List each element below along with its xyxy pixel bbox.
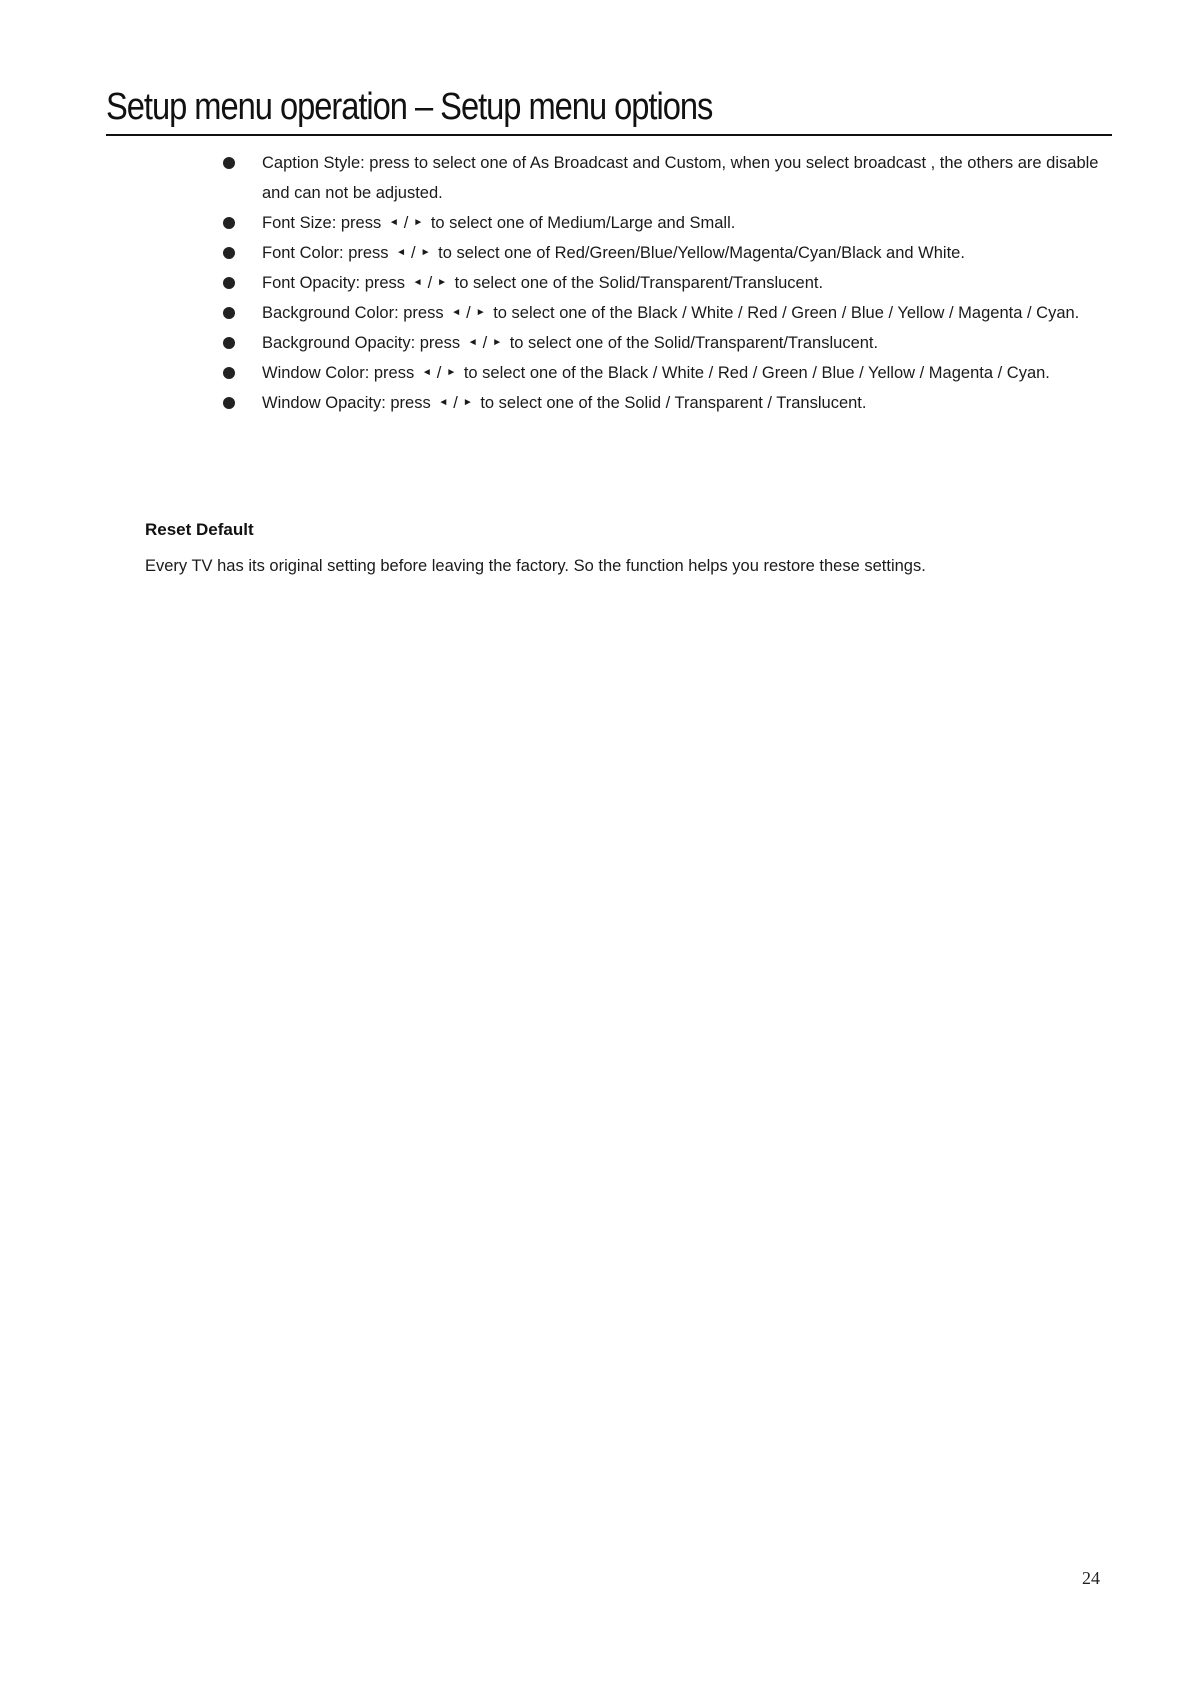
- slash-separator: /: [427, 274, 433, 292]
- left-arrow-icon: ◄: [388, 217, 399, 228]
- list-item-caption-style: [218, 148, 1118, 208]
- list-item-suffix: to select one of the Solid/Transparent/Translucent.: [509, 334, 879, 352]
- page-number: 24: [1082, 1568, 1100, 1588]
- page-title: Setup menu operation – Setup menu options: [106, 86, 713, 128]
- left-arrow-icon: ◄: [412, 277, 423, 288]
- right-arrow-icon: ►: [437, 277, 448, 288]
- list-item-prefix: Window Color: press: [262, 364, 415, 382]
- slash-separator: /: [436, 364, 442, 382]
- list-item-font-size: [218, 208, 1118, 238]
- list-item-prefix: Font Opacity: press: [262, 274, 406, 292]
- list-item-suffix: to select one of the Black / White / Red / Green / Blue / Yellow / Magenta / Cyan.: [463, 364, 1050, 382]
- caption-options-list: [218, 148, 1118, 418]
- list-item-prefix: Font Size: press: [262, 214, 382, 232]
- left-arrow-icon: ◄: [467, 337, 478, 348]
- bullet-dot-icon: [223, 337, 235, 349]
- reset-default-body: Every TV has its original setting before leaving the factory. So the function helps you restore these settings.: [145, 557, 926, 575]
- right-arrow-icon: ►: [420, 247, 431, 258]
- slash-separator: /: [411, 244, 416, 262]
- list-item-suffix: to select one of Red/Green/Blue/Yellow/Magenta/Cyan/Black and White.: [438, 244, 965, 262]
- slash-separator: /: [482, 334, 488, 352]
- left-arrow-icon: ◄: [438, 397, 449, 408]
- right-arrow-icon: ►: [492, 337, 503, 348]
- bullet-dot-icon: [223, 397, 235, 409]
- slash-separator: /: [403, 214, 409, 232]
- right-arrow-icon: ►: [462, 397, 473, 408]
- reset-default-heading: Reset Default: [145, 520, 254, 539]
- slash-separator: /: [466, 304, 471, 322]
- list-item-suffix: to select one of the Solid/Transparent/Translucent.: [454, 274, 824, 292]
- list-item-prefix: Font Color: press: [262, 244, 389, 262]
- bullet-dot-icon: [223, 217, 235, 229]
- list-item-window-opacity: [218, 388, 1118, 418]
- right-arrow-icon: ►: [413, 217, 424, 228]
- left-arrow-icon: ◄: [451, 307, 462, 318]
- right-arrow-icon: ►: [446, 367, 457, 378]
- left-arrow-icon: ◄: [396, 247, 407, 258]
- bullet-dot-icon: [223, 367, 235, 379]
- list-item-prefix: Window Opacity: press: [262, 394, 431, 412]
- bullet-dot-icon: [223, 277, 235, 289]
- bullet-dot-icon: [223, 157, 235, 169]
- list-item-font-color: [218, 238, 1118, 268]
- list-item-background-color: [218, 298, 1118, 328]
- list-item-prefix: Background Opacity: press: [262, 334, 461, 352]
- bullet-dot-icon: [223, 247, 235, 259]
- list-item-suffix: to select one of the Black / White / Red / Green / Blue / Yellow / Magenta / Cyan.: [493, 304, 1080, 322]
- bullet-dot-icon: [223, 307, 235, 319]
- title-divider: [106, 134, 1112, 136]
- list-item-background-opacity: [218, 328, 1118, 358]
- list-item-suffix: to select one of the Solid / Transparent / Translucent.: [480, 394, 867, 412]
- list-item-font-opacity: [218, 268, 1118, 298]
- left-arrow-icon: ◄: [421, 367, 432, 378]
- right-arrow-icon: ►: [475, 307, 486, 318]
- slash-separator: /: [453, 394, 458, 412]
- list-item-suffix: to select one of Medium/Large and Small.: [430, 214, 736, 232]
- list-item-text: Caption Style: press to select one of As Broadcast and Custom, when you select broadcast , the others are disable and can not be adjusted.: [262, 154, 1099, 202]
- list-item-window-color: [218, 358, 1118, 388]
- list-item-prefix: Background Color: press: [262, 304, 444, 322]
